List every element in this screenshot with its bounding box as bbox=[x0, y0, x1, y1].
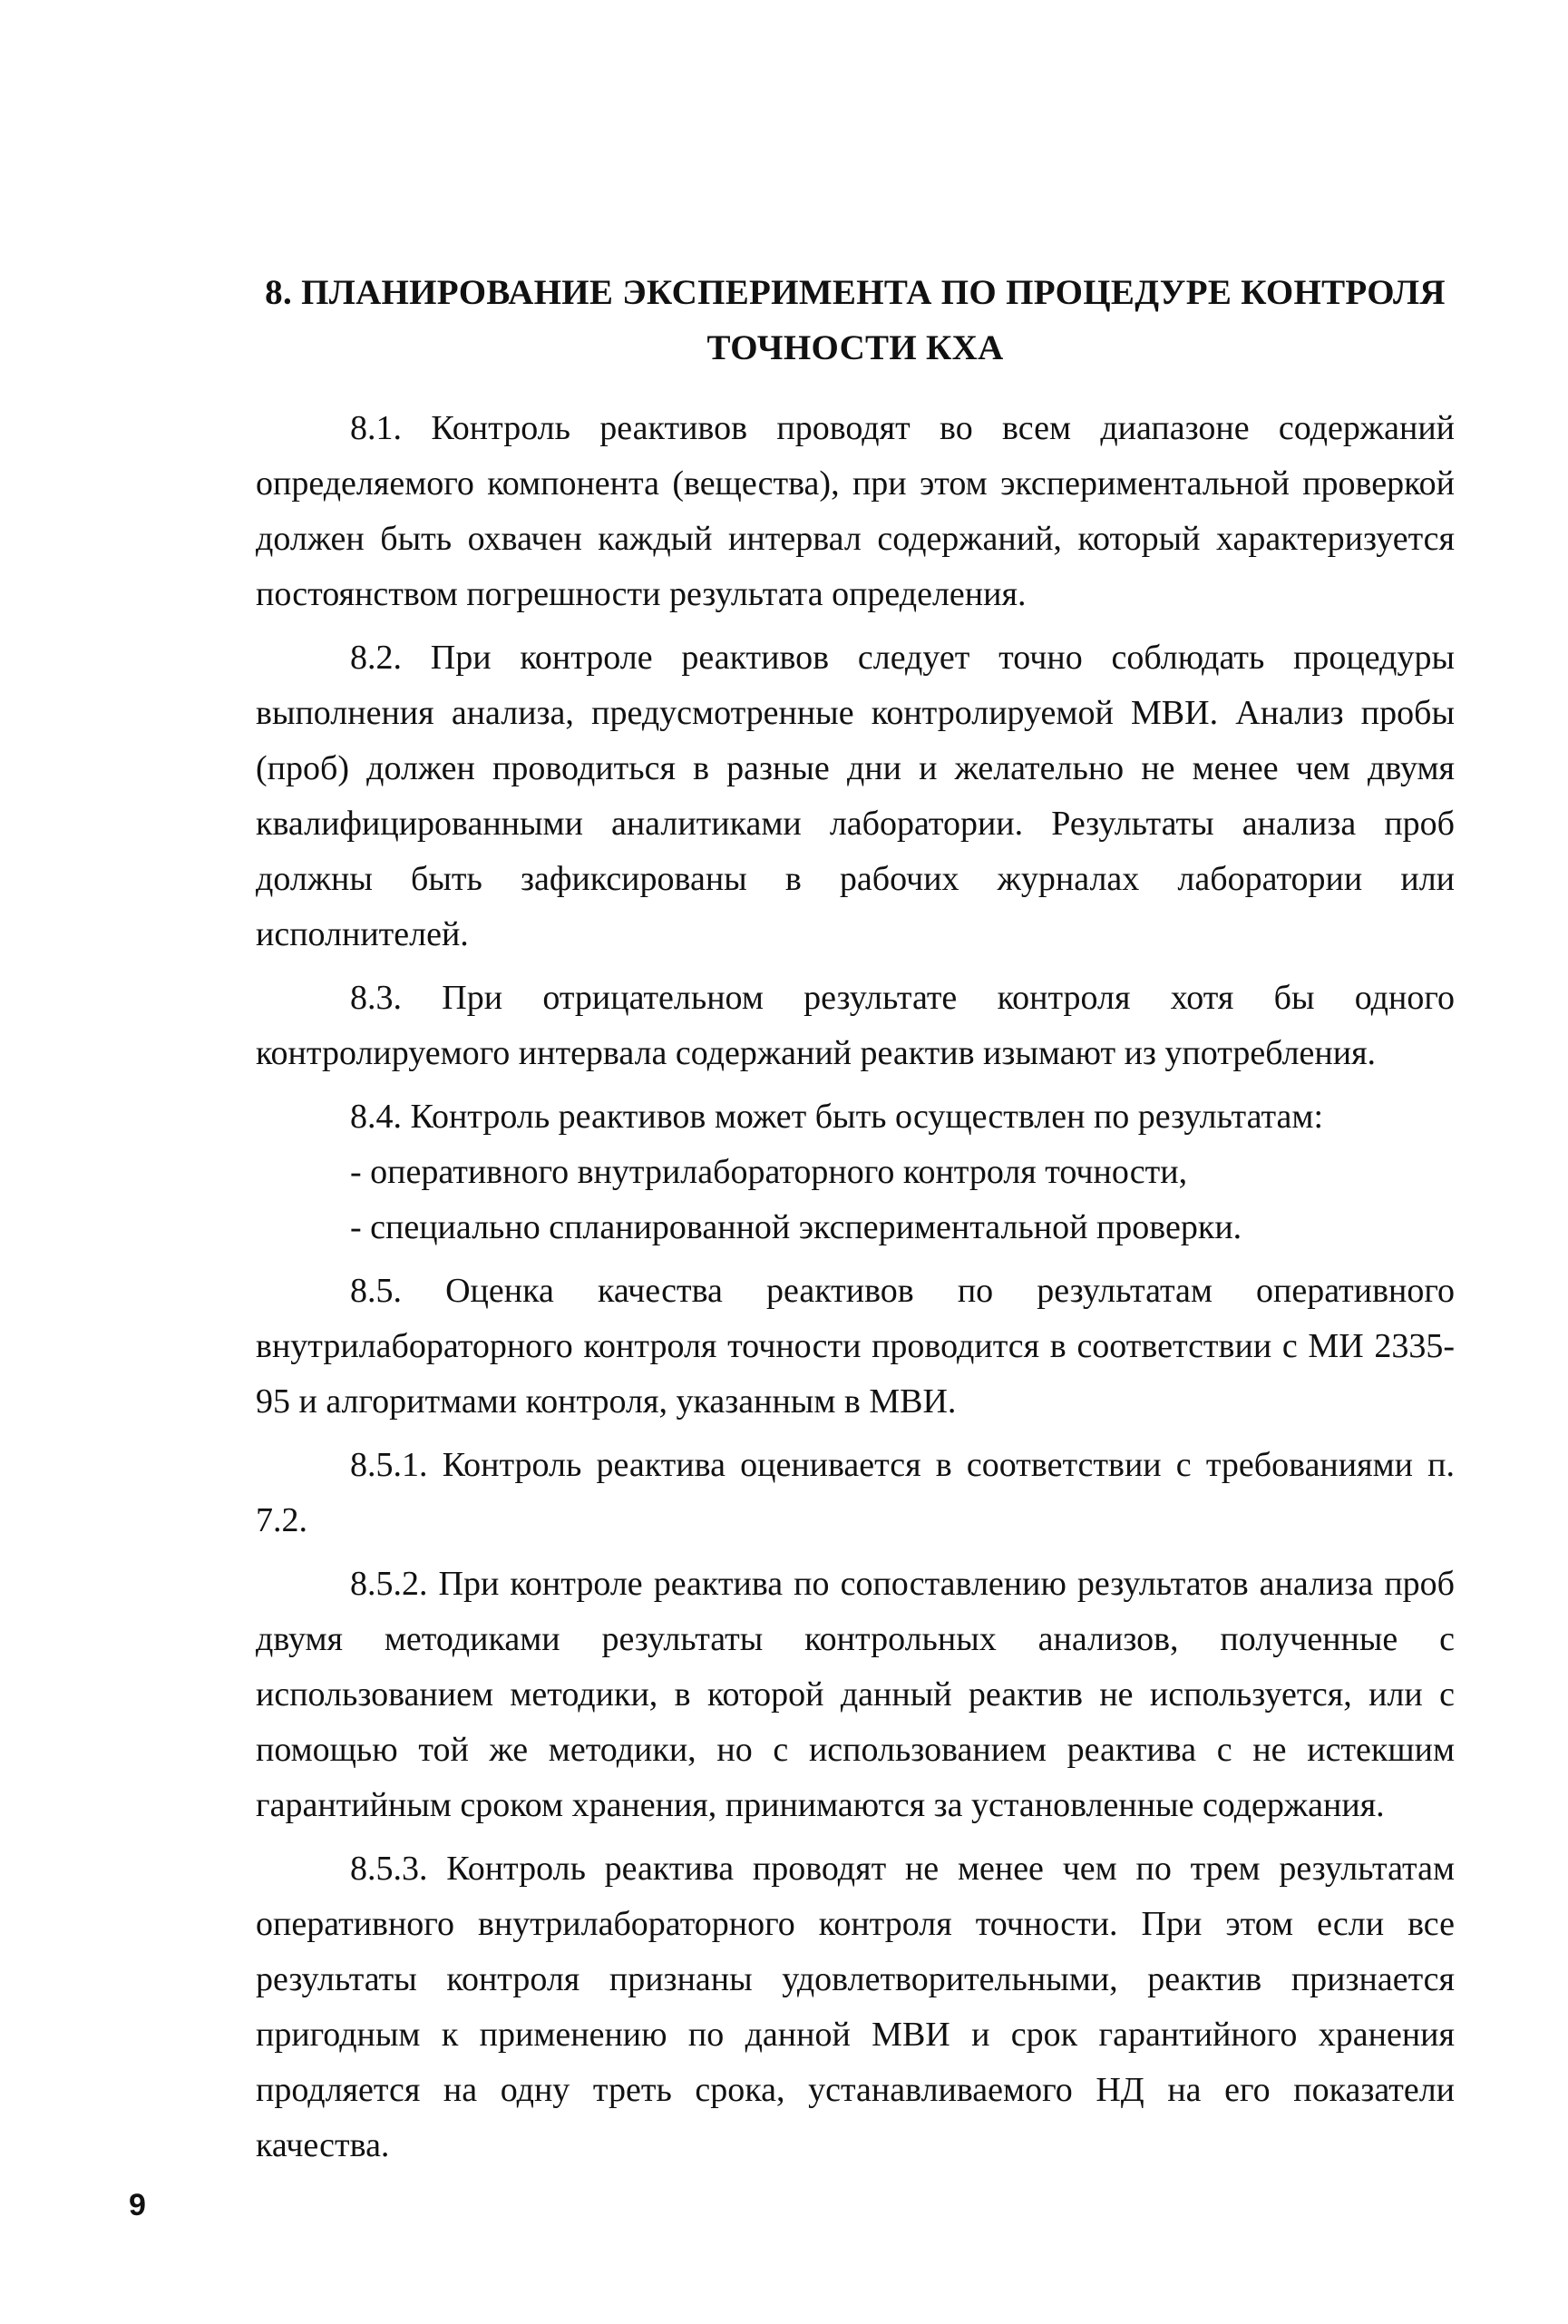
page-number: 9 bbox=[129, 2188, 146, 2222]
paragraph-8-5: 8.5. Оценка качества реактивов по результатам оперативного внутрилабораторного контроля точности проводится в соответствии с МИ 2335-95 и алгоритмами контроля, указанным в МВИ. bbox=[256, 1272, 1455, 1421]
section-heading-line-2: ТОЧНОСТИ КХА bbox=[706, 328, 1004, 367]
paragraph-8-5-3: 8.5.3. Контроль реактива проводят не менее чем по трем результатам оперативного внутрилабораторного контроля точности. При этом если все результаты контроля признаны удовлетворительными, реактив признается пригодным к применению по данной МВИ и срок гарантийного хранения продляется на одну треть срока, устанавливаемого НД на его показатели качества. bbox=[256, 1850, 1455, 2164]
paragraph-8-5-2: 8.5.2. При контроле реактива по сопоставлению результатов анализа проб двумя методиками результаты контрольных анализов, полученные с использованием методики, в которой данный реактив не используется, или с помощью той же методики, но с использованием реактива с не истекшим гарантийным сроком хранения, принимаются за установленные содержания. bbox=[256, 1565, 1455, 1824]
paragraph-8-1: 8.1. Контроль реактивов проводят во всем диапазоне содержаний определяемого компонента (вещества), при этом экспериментальной проверкой должен быть охвачен каждый интервал содержаний, который характеризуется постоянством погрешности результата определения. bbox=[256, 409, 1455, 613]
list-item-operational-control: - оперативного внутрилабораторного контроля точности, bbox=[350, 1153, 1188, 1191]
paragraph-8-4: 8.4. Контроль реактивов может быть осуществлен по результатам: bbox=[350, 1098, 1324, 1136]
paragraph-8-2: 8.2. При контроле реактивов следует точно соблюдать процедуры выполнения анализа, предусмотренные контролируемой МВИ. Анализ пробы (проб) должен проводиться в разные дни и желательно не менее чем двумя квалифицированными аналитиками лаборатории. Результаты анализа проб должны быть зафиксированы в рабочих журналах лаборатории или исполнителей. bbox=[256, 639, 1455, 953]
section-heading-line-1: 8. ПЛАНИРОВАНИЕ ЭКСПЕРИМЕНТА ПО ПРОЦЕДУРЕ КОНТРОЛЯ bbox=[265, 273, 1446, 312]
paragraph-8-5-1: 8.5.1. Контроль реактива оценивается в соответствии с требованиями п. 7.2. bbox=[256, 1446, 1455, 1539]
page-content bbox=[256, 265, 1455, 2182]
list-item-special-check: - специально спланированной экспериментальной проверки. bbox=[350, 1208, 1242, 1246]
paragraph-8-3: 8.3. При отрицательном результате контроля хотя бы одного контролируемого интервала содержаний реактив изымают из употребления. bbox=[256, 979, 1455, 1072]
section-heading bbox=[256, 265, 1455, 376]
